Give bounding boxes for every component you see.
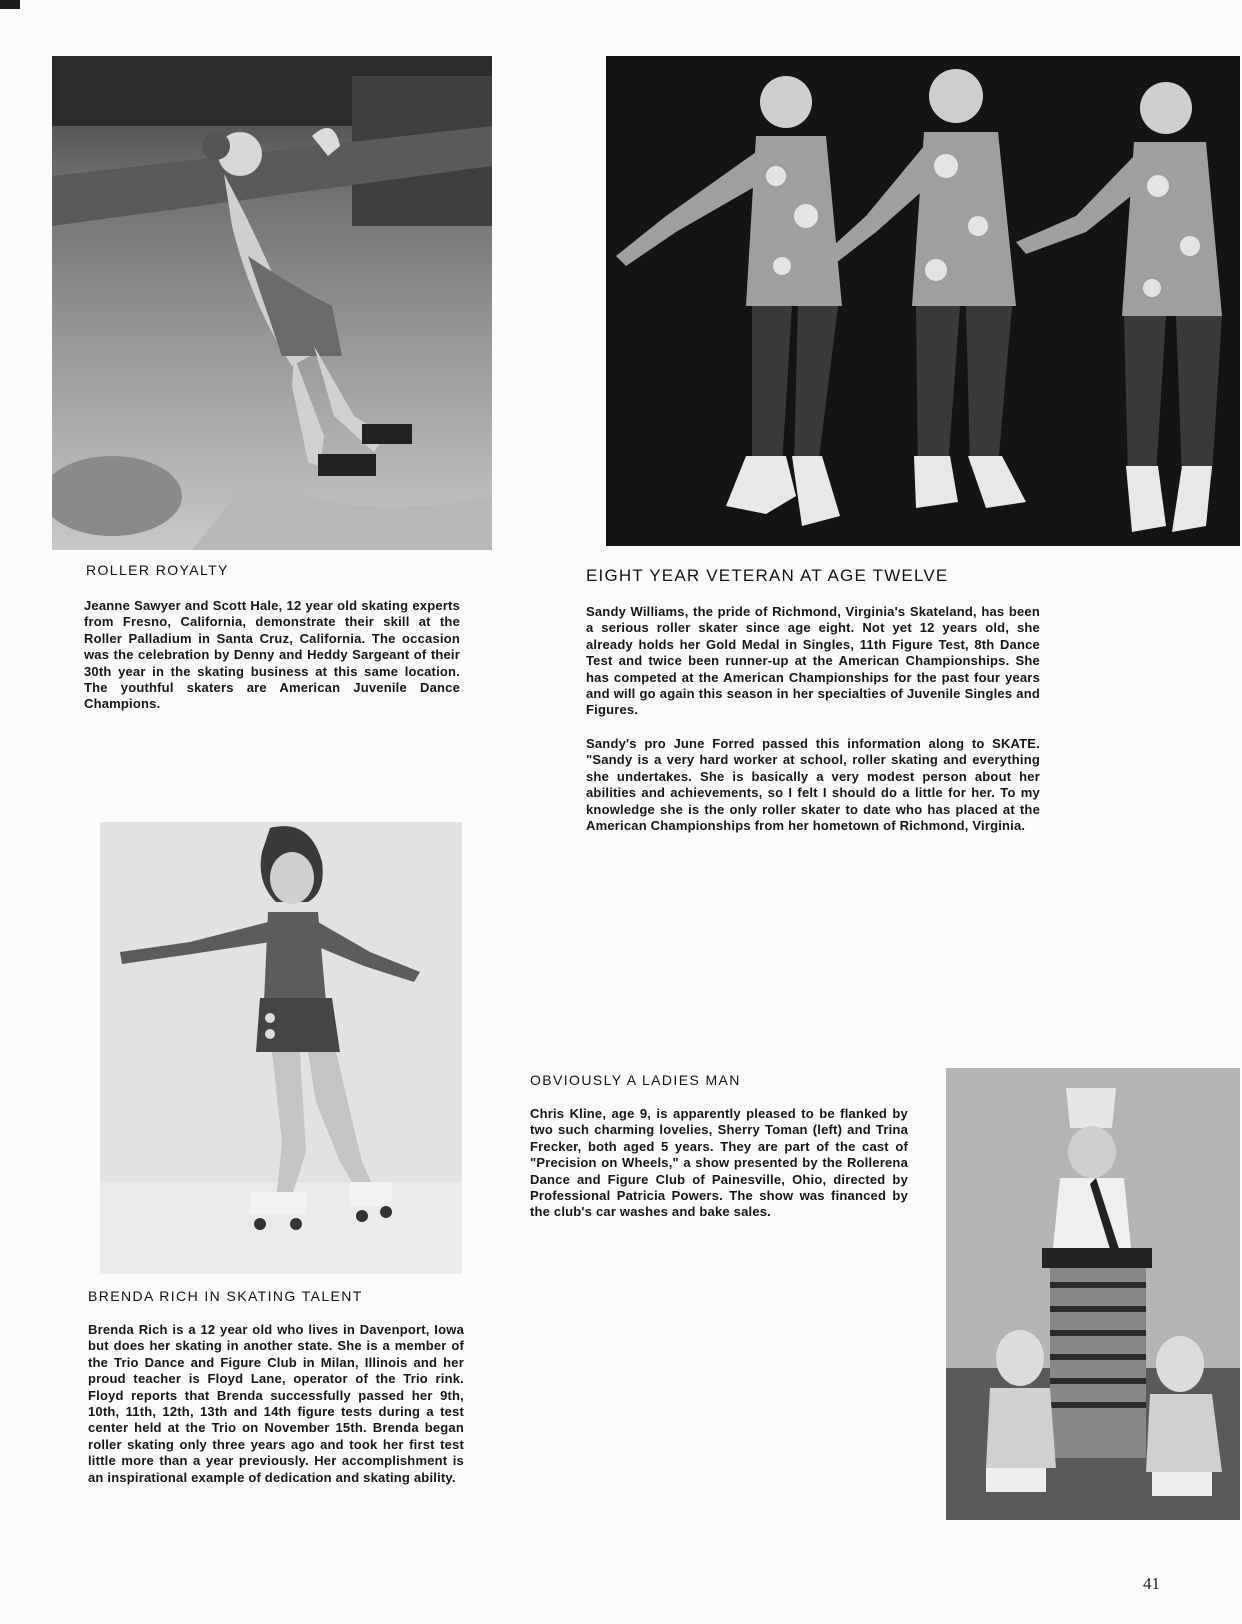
photo-eight-year-veteran [606,56,1240,546]
photo-ladies-man [946,1068,1240,1520]
body-eight-year-veteran: Sandy Williams, the pride of Richmond, Virginia's Skateland, has been a serious roller skater since age eight. Not yet 12 years old, she already holds her Gold Medal in Singles, 11th Figure Test, 8th Dance Test and twice been runner-up at the American Championships. She has competed at the American Championships for the past four years and will go again this season in her specialties of Juvenile Singles and Figures. [586,604,1040,718]
body-ladies-man: Chris Kline, age 9, is apparently pleased to be flanked by two such charming lovelies, Sherry Toman (left) and Trina Frecker, both aged 5 years. They are part of the cast of "Precision on Wheels," a show presented by the Rollerena Dance and Figure Club of Painesville, Ohio, directed by Professional Patricia Powers. The show was financed by the club's car washes and bake sales. [530,1106,908,1220]
photo-brenda-rich [100,822,462,1274]
body-eight-year-veteran-quote: Sandy's pro June Forred passed this information along to SKATE. "Sandy is a very hard worker at school, roller skating and everything she undertakes. She is basically a very modest person about her abilities and achievements, so I felt I should do a little for her. To my knowledge she is the only roller skater to date who has placed at the American Championships from her hometown of Richmond, Virginia. [586,736,1040,834]
heading-ladies-man: OBVIOUSLY A LADIES MAN [530,1072,741,1088]
page-number: 41 [1143,1574,1160,1593]
heading-brenda-rich: BRENDA RICH IN SKATING TALENT [88,1288,363,1304]
body-roller-royalty: Jeanne Sawyer and Scott Hale, 12 year old skating experts from Fresno, California, demonstrate their skill at the Roller Palladium in Santa Cruz, California. The occasion was the celebration by Denny and Heddy Sargeant of their 30th year in the skating business at this same location. The youthful skaters are American Juvenile Dance Champions. [84,598,460,712]
photo-roller-royalty [52,56,492,550]
scan-corner-mark [0,0,20,9]
body-brenda-rich: Brenda Rich is a 12 year old who lives in Davenport, Iowa but does her skating in another state. She is a member of the Trio Dance and Figure Club in Milan, Illinois and her proud teacher is Floyd Lane, operator of the Trio rink. Floyd reports that Brenda successfully passed her 9th, 10th, 11th, 12th, 13th and 14th figure tests during a test center held at the Trio on November 15th. Brenda began roller skating only three years ago and took her first test little more than a year previously. Her accomplishment is an inspirational example of dedication and skating ability. [88,1322,464,1485]
heading-eight-year-veteran: EIGHT YEAR VETERAN AT AGE TWELVE [586,566,949,585]
heading-roller-royalty: ROLLER ROYALTY [86,562,229,578]
